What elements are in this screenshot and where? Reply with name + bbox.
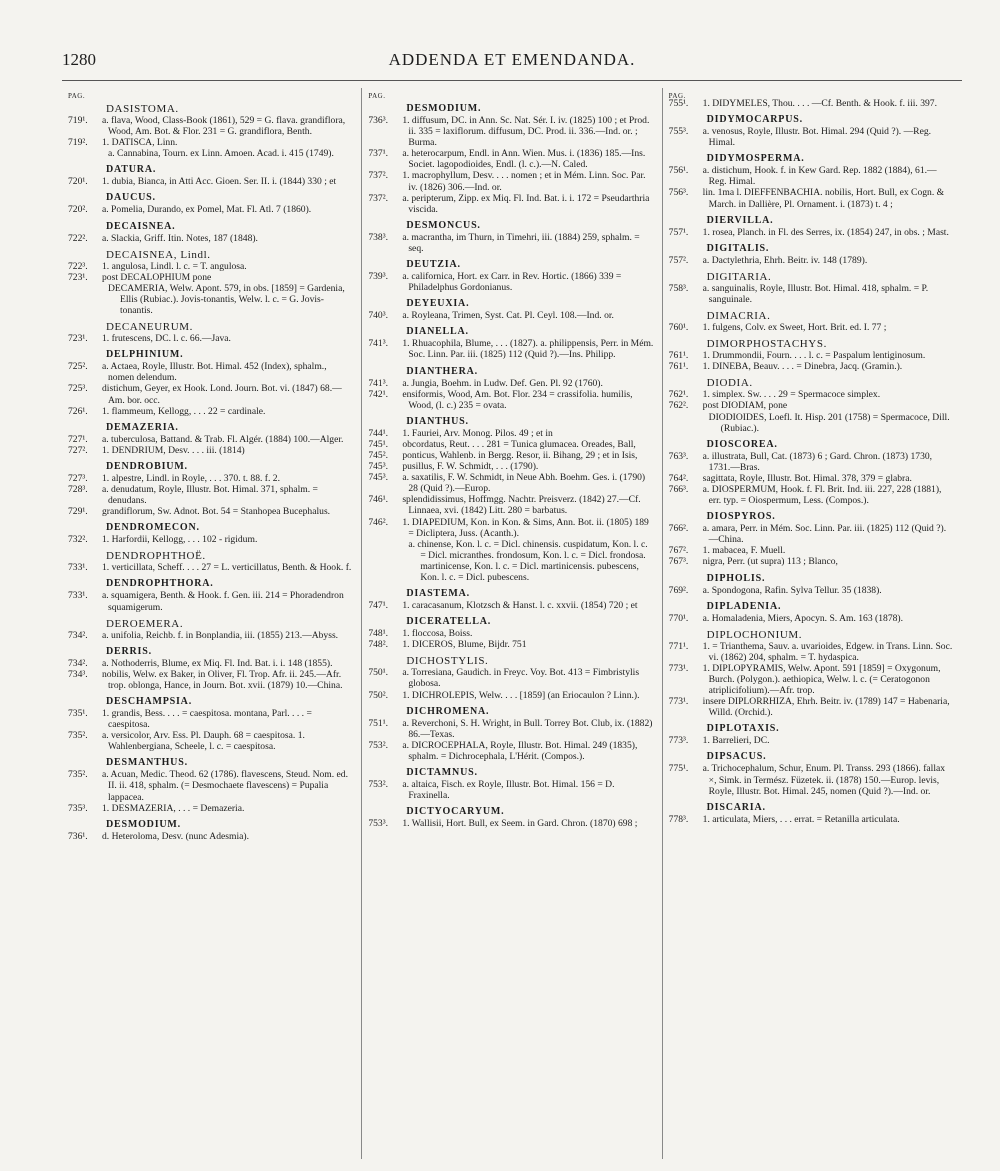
genus-heading: DIGITARIA. (706, 270, 772, 283)
entry (368, 600, 653, 611)
columns (62, 88, 962, 1159)
genus-heading: DESMODIUM. (106, 818, 181, 830)
entry-text: 1. DIAPEDIUM, Kon. in Kon. & Sims, Ann. Bot. ii. (1805) 189 = Dicliptera, Juss. (Acanth.). (402, 516, 649, 539)
entry-text: a. sanguinalis, Royle, Illustr. Bot. Himal. 418, sphalm. = P. sanguinale. (702, 282, 929, 305)
entry (669, 523, 954, 545)
page-number: 1280 (62, 50, 96, 69)
entry-text: a. distichum, Hook. f. in Kew Gard. Rep. 1882 (1884), 61.—Reg. Himal. (702, 165, 937, 188)
page-ref: 761¹. (668, 361, 689, 373)
entry-text: a. squamigera, Benth. & Hook. f. Gen. iii. 214 = Phoradendron squamigerum. (102, 590, 344, 613)
entry (68, 831, 353, 842)
genus-heading: DEROEMERA. (106, 617, 184, 630)
entry (368, 472, 653, 494)
genus-heading: DICHROMENA. (406, 705, 490, 717)
genus-heading: DIPHOLIS. (706, 572, 766, 584)
page-ref: 747¹. (368, 600, 388, 612)
entry-text: a. versicolor, Arv. Ess. Pl. Dauph. 68 = caespitosa. 1. Wahlenbergiana, Scheele, l. c. = caespitosa. (102, 730, 305, 753)
page-ref: 735². (68, 730, 88, 742)
genus-heading: DIOSCOREA. (706, 438, 778, 450)
genus-heading: DASISTOMA. (106, 103, 179, 115)
entry-text: a. macrantha, im Thurn, in Timehri, iii. (1884) 259, sphalm. = seq. (402, 231, 640, 254)
entry (68, 669, 353, 691)
entry (669, 545, 954, 556)
entry (368, 639, 653, 650)
entry-text: a. Spondogona, Rafin. Sylva Tellur. 35 (1838). (702, 584, 882, 596)
entry (669, 451, 954, 473)
entry (68, 445, 353, 456)
page-ref: 773¹. (668, 696, 689, 708)
page-ref: 729¹. (68, 506, 88, 518)
entry-text: 1. alpestre, Lindl. in Royle, . . . 370. t. 88. f. 2. (102, 472, 280, 484)
entry-text: 1. DESMAZERIA, . . . = Demazeria. (102, 802, 245, 814)
entry-text: a. DICROCEPHALA, Royle, Illustr. Bot. Himal. 249 (1835), sphalm. = Dichrocephala, L'Hérit. (Compos.). (402, 739, 638, 762)
pag-label: PAG. (668, 92, 686, 100)
page-ref: 770¹. (668, 612, 689, 624)
entry (368, 378, 653, 389)
page-ref: 745¹. (368, 438, 388, 450)
entry (68, 473, 353, 484)
page-ref: 735³. (68, 802, 88, 814)
entry-text: a. amara, Perr. in Mém. Soc. Linn. Par. iii. (1825) 112 (Quid ?).—China. (702, 523, 947, 546)
page-ref: 756³. (668, 187, 689, 199)
entry (68, 115, 353, 137)
page-ref: 727². (68, 444, 88, 456)
genus-heading: DIPLOCHONIUM. (706, 628, 803, 641)
entry-text: nobilis, Welw. ex Baker, in Oliver, Fl. Trop. Afr. ii. 245.—Afr. trop. oblonga, Hance, in Journ. Bot. xvii. (1879) 10.—China. (102, 668, 343, 691)
genus-heading: DIANELLA. (406, 326, 469, 338)
entry (669, 585, 954, 596)
entry-continuation: DECAMERIA, Welw. Apont. 579, in obs. [1859] = Gardenia, Ellis (Rubiac.). Jovis-tonantis, Welw. l. c. = G. Jovis-tonantis. (108, 282, 345, 317)
entry (669, 400, 954, 411)
page-ref: 735¹. (68, 708, 88, 719)
header-rule (62, 80, 962, 81)
entry (368, 718, 653, 740)
page-ref: 734². (68, 629, 88, 641)
entry-continuation: DIODIOIDES, Loefl. It. Hisp. 201 (1758) = Spermacoce, Dill. (Rubiac.). (708, 411, 950, 434)
entry-text: grandiflorum, Sw. Adnot. Bot. 54 = Stanhopea Bucephalus. (102, 506, 331, 518)
page-ref: 746¹. (368, 494, 388, 506)
entry-text: post DIODIAM, pone (702, 400, 788, 412)
entry (669, 814, 954, 825)
entry (368, 667, 653, 689)
entry (669, 255, 954, 266)
entry (368, 628, 653, 639)
entry-text: 1. Drummondii, Fourn. . . . l. c. = Paspalum lentiginosum. (702, 350, 926, 362)
entry-text: 1. dubia, Bianca, in Atti Acc. Gioen. Ser. II. i. (1844) 330 ; et (102, 176, 337, 188)
entry (669, 735, 954, 746)
page-ref: 755¹. (668, 98, 689, 109)
page-ref: 748². (368, 639, 388, 651)
genus-heading: DIANTHUS. (406, 415, 469, 427)
entry (669, 126, 954, 148)
genus-heading: DIDYMOSPERMA. (706, 153, 805, 165)
page-ref: 722². (68, 232, 88, 244)
page-ref: 722³. (68, 260, 88, 272)
entry (368, 428, 653, 439)
entry-text: post DECALOPHIUM pone (102, 271, 212, 283)
column-middle (361, 88, 661, 1159)
genus-heading: DESMONCUS. (406, 219, 481, 231)
entry (368, 271, 653, 293)
entry (68, 434, 353, 445)
entry (68, 534, 353, 545)
entry (669, 696, 954, 718)
entry-text: a. saxatilis, F. W. Schmidt, in Neue Abh. Boehm. Ges. i. (1790) 28 (Quid ?).—Europ. (402, 472, 646, 495)
entry-text: distichum, Geyer, ex Hook. Lond. Journ. Bot. vi. (1847) 68.—Am. bor. occ. (102, 383, 342, 406)
entry (669, 473, 954, 484)
pag-label: PAG. (368, 92, 386, 100)
page-ref: 719¹. (68, 115, 88, 126)
page-ref: 771¹. (668, 640, 689, 652)
page-ref: 745³. (368, 461, 388, 473)
entry-text: 1. floccosa, Boiss. (402, 628, 473, 640)
entry-text: a. Acuan, Medic. Theod. 62 (1786). flavescens, Steud. Nom. ed. II. ii. 418, sphalm. (= Desmochaete flavescens) = Pupalia lappacea. (102, 769, 349, 803)
page-ref: 720¹. (68, 176, 88, 188)
entry (669, 361, 954, 372)
entry-text: a. venosus, Royle, Illustr. Bot. Himal. 294 (Quid ?). —Reg. Himal. (702, 126, 932, 149)
entry-text: a. heterocarpum, Endl. in Ann. Wien. Mus. i. (1836) 185.—Ins. Societ. lagopodioides, Endl. (l. c.).—N. Caled. (402, 148, 646, 171)
entry (368, 338, 653, 360)
entry-text: 1. grandis, Bess. . . . = caespitosa. montana, Parl. . . . = caespitosa. (102, 708, 312, 731)
page-ref: 767³. (668, 556, 689, 568)
entry (368, 517, 653, 539)
genus-heading: DAUCUS. (106, 192, 156, 204)
page-ref: 757¹. (668, 226, 689, 238)
page-ref: 764². (668, 472, 689, 484)
entry (68, 658, 353, 669)
genus-heading: DEMAZERIA. (106, 421, 179, 433)
entry (68, 562, 353, 573)
column-right (662, 88, 962, 1159)
entry (368, 450, 653, 461)
page-header (62, 50, 962, 78)
entry-text: 1. mabacea, F. Muell. (702, 545, 786, 557)
page-ref: 740³. (368, 310, 388, 322)
entry-text: 1. rosea, Planch. in Fl. des Serres, ix. (1854) 247, in obs. ; Mast. (702, 226, 949, 238)
genus-heading: DIODIA. (706, 377, 753, 390)
entry-text: 1. DENDRIUM, Desv. . . . iii. (1814) (102, 444, 245, 456)
page-ref: 762¹. (668, 389, 689, 401)
entry (68, 261, 353, 272)
entry-text: a. DIOSPERMUM, Hook. f. Fl. Brit. Ind. iii. 227, 228 (1881), err. typ. = Oiospermum, Less. (Compos.). (702, 483, 942, 507)
entry-text: a. Pomelia, Durando, ex Pomel, Mat. Fl. Atl. 7 (1860). (102, 204, 312, 216)
page-ref: 737¹. (368, 148, 388, 160)
entry (68, 333, 353, 344)
genus-heading: DENDROBIUM. (106, 460, 188, 472)
page-ref: 733¹. (68, 562, 88, 574)
genus-heading: DIPLOTAXIS. (706, 723, 780, 735)
genus-heading: DIDYMOCARPUS. (706, 114, 803, 126)
page-ref: 741³. (368, 338, 388, 350)
page-ref: 733¹. (68, 590, 88, 602)
entry-text: a. denudatum, Royle, Illustr. Bot. Himal. 371, sphalm. = denudans. (102, 483, 318, 507)
genus-heading: DICTYOCARYUM. (406, 806, 505, 818)
page-ref: 737². (368, 170, 388, 182)
entry (669, 187, 954, 209)
page-ref: 742¹. (368, 388, 388, 400)
entry-text: 1. Fauriei, Arv. Monog. Pilos. 49 ; et in (402, 427, 553, 439)
entry-text: 1. caracasanum, Klotzsch & Hanst. l. c. xxvii. (1854) 720 ; et (402, 600, 638, 612)
entry (368, 148, 653, 170)
page-ref: 758³. (668, 282, 689, 294)
entry (669, 663, 954, 696)
genus-heading: DIASTEMA. (406, 588, 470, 600)
entry (669, 350, 954, 361)
entry (669, 98, 954, 109)
page-ref: 766³. (668, 483, 689, 495)
genus-heading: DERRIS. (106, 645, 152, 657)
entry-text: 1. DINEBA, Beauv. . . . = Dinebra, Jacq. (Gramin.). (702, 361, 903, 373)
entry (68, 803, 353, 814)
genus-heading: DESMODIUM. (406, 103, 482, 114)
entry-text: a. Jungia, Boehm. in Ludw. Def. Gen. Pl. 92 (1760). (402, 377, 603, 389)
entry-text: insere DIPLORRHIZA, Ehrh. Beitr. iv. (1789) 147 = Habenaria, Willd. (Orchid.). (702, 696, 950, 719)
page-ref: 725². (68, 361, 88, 373)
entry-text: 1. Rhuacophila, Blume, . . . (1827). a. philippensis, Perr. in Mém. Soc. Linn. Par. iii. (1825) 112 (Quid ?).—Ins. Philipp. (402, 338, 654, 361)
entry-text: 1. simplex. Sw. . . . 29 = Spermacoce simplex. (702, 389, 881, 401)
entry (669, 763, 954, 796)
page-ref: 719². (68, 137, 88, 149)
entry (68, 176, 353, 187)
entry (669, 613, 954, 624)
entry-text: 1. = Trianthema, Sauv. a. uvarioides, Edgew. in Trans. Linn. Soc. vi. (1862) 204, sphalm. = T. hydaspica. (702, 640, 953, 663)
entry (368, 193, 653, 215)
page-ref: 753². (368, 779, 388, 791)
genus-heading: DICERATELLA. (406, 616, 492, 628)
entry (669, 165, 954, 187)
entry-text: 1. fulgens, Colv. ex Sweet, Hort. Brit. ed. I. 77 ; (702, 322, 887, 334)
entry-text: a. Actaea, Royle, Illustr. Bot. Himal. 452 (Index), sphalm., nomen delendum. (102, 361, 327, 384)
entry (368, 232, 653, 254)
page-ref: 745². (368, 449, 388, 461)
entry-text: a. Royleana, Trimen, Syst. Cat. Pl. Ceyl. 108.—Ind. or. (402, 310, 614, 322)
entry-text: 1. angulosa, Lindl. l. c. = T. angulosa. (102, 260, 247, 272)
entry (68, 708, 353, 730)
page-ref: 736³. (368, 115, 388, 126)
entry-text: ensiformis, Wood, Am. Bot. Flor. 234 = crassifolia. humilis, Wood, (l. c.) 235 = ovata. (402, 388, 633, 411)
entry-text: a. Dactylethria, Ehrh. Beitr. iv. 148 (1789). (702, 254, 868, 266)
entry (68, 383, 353, 405)
page-ref: 727³. (68, 472, 88, 484)
entry (368, 310, 653, 321)
entry-text: splendidissimus, Hoffmgg. Nachtr. Preisverz. (1842) 27.—Cf. Linnaea, xvi. (1842) Litt. 280 = barbatus. (402, 494, 641, 517)
page-ref: 736¹. (68, 830, 88, 842)
entry (669, 389, 954, 400)
page-ref: 748¹. (368, 628, 388, 640)
page-ref: 735². (68, 769, 88, 781)
page-ref: 769². (668, 584, 689, 596)
page-ref: 723¹. (68, 271, 88, 283)
genus-heading: DECAISNEA, Lindl. (106, 248, 211, 261)
genus-heading: DIOSPYROS. (706, 511, 776, 523)
entry (368, 389, 653, 411)
page-ref: 734³. (68, 668, 88, 680)
page-ref: 744¹. (368, 427, 388, 439)
genus-heading: DIERVILLA. (706, 214, 774, 226)
page-ref: 775¹. (668, 763, 689, 775)
page-ref: 746². (368, 516, 388, 528)
page-ref: 728³. (68, 483, 88, 495)
genus-heading: DIANTHERA. (406, 365, 478, 377)
entry-text: nigra, Perr. (ut supra) 113 ; Blanco, (702, 556, 838, 568)
entry (68, 630, 353, 641)
entry-text: obcordatus, Reut. . . . 281 = Tunica glumacea. Oreades, Ball, (402, 438, 636, 450)
genus-heading: DIMACRIA. (706, 310, 771, 323)
entry (368, 170, 653, 192)
entry-text: ponticus, Wahlenb. in Bergg. Resor, ii. Bihang, 29 ; et in Isis, (402, 449, 638, 461)
genus-heading: DICHOSTYLIS. (406, 655, 489, 668)
page-ref: 739³. (368, 271, 388, 283)
entry-text: 1. DICHROLEPIS, Welw. . . . [1859] (an Eriocaulon ? Linn.). (402, 689, 640, 701)
entry-text: a. peripterum, Zipp. ex Miq. Fl. Ind. Bat. i. i. 172 = Pseudarthria viscida. (402, 192, 650, 215)
entry (68, 484, 353, 506)
entry (68, 406, 353, 417)
entry-text: 1. DIPLOPYRAMIS, Welw. Apont. 591 [1859] = Oxygonum, Burch. (Polygon.). aethiopica, Welw. l. c. (= Ceratogonon atriplicifolium).—Afr. trop. (702, 662, 941, 697)
genus-heading: DENDROPHTHORA. (106, 578, 214, 590)
entry (368, 439, 653, 450)
entry-text: a. Homaladenia, Miers, Apocyn. S. Am. 163 (1878). (702, 612, 904, 624)
genus-heading: DENDROPHTHOË. (106, 550, 206, 563)
page-ref: 757². (668, 254, 689, 266)
page-ref: 762². (668, 400, 689, 412)
entry-text: 1. Wallisii, Hort. Bull, ex Seem. in Gard. Chron. (1870) 698 ; (402, 818, 638, 830)
entry (368, 818, 653, 829)
entry-text: 1. diffusum, DC. in Ann. Sc. Nat. Sér. I. iv. (1825) 100 ; et Prod. ii. 335 = laxiflorum. diffusum, DC. Prod. ii. 336.—Ind. or. ; Burma. (402, 115, 650, 149)
genus-heading: DENDROMECON. (106, 522, 200, 534)
entry-text: 1. DIDYMELES, Thou. . . . —Cf. Benth. & Hook. f. iii. 397. (702, 98, 937, 109)
page-ref: 750². (368, 689, 388, 701)
entry (68, 769, 353, 802)
genus-heading: DESMANTHUS. (106, 757, 188, 769)
entry-continuation: a. chinense, Kon. l. c. = Dicl. chinensis. cuspidatum, Kon. l. c. = Dicl. micranthes. frondosum, Kon. l. c. = Dicl. frondosa. martinicense, Kon. l. c. = Dicl. martinicensis. pubescens, Kon. l. c. = Dicl. pubescens. (408, 538, 648, 583)
entry-continuation: a. Cannabina, Tourn. ex Linn. Amoen. Acad. i. 415 (1749). (108, 148, 334, 160)
entry-text: a. flava, Wood, Class-Book (1861), 529 = G. flava. grandiflora, Wood, Am. Bot. & Flor. 231 = G. grandiflora, Benth. (102, 115, 346, 138)
page-ref: 741³. (368, 377, 388, 389)
page-ref: 753². (368, 739, 388, 751)
entry (669, 227, 954, 238)
page-ref: 756¹. (668, 165, 689, 177)
page-ref: 761¹. (668, 350, 689, 362)
entry-text: sagittata, Royle, Illustr. Bot. Himal. 378, 379 = glabra. (702, 472, 912, 484)
page-ref: 723¹. (68, 333, 88, 345)
page-ref: 727¹. (68, 433, 88, 445)
entry (68, 204, 353, 215)
page-ref: 773¹. (668, 662, 689, 674)
genus-heading: DATURA. (106, 164, 157, 176)
page-title: ADDENDA ET EMENDANDA. (388, 50, 636, 69)
page-ref: 767². (668, 545, 689, 557)
entry (368, 690, 653, 701)
entry-text: 1. DATISCA, Linn. (102, 137, 178, 149)
column-left (62, 88, 361, 1159)
genus-heading: DICTAMNUS. (406, 767, 478, 779)
entry-text: d. Heteroloma, Desv. (nunc Adesmia). (102, 830, 249, 842)
entry-text: a. Reverchoni, S. H. Wright, in Bull. Torrey Bot. Club, ix. (1882) 86.—Texas. (402, 717, 653, 740)
pag-label: PAG. (68, 92, 86, 100)
entry (68, 233, 353, 244)
entry (368, 779, 653, 801)
page-ref: 755³. (668, 126, 689, 138)
entry (669, 283, 954, 305)
entry-text: 1. DICEROS, Blume, Bijdr. 751 (402, 639, 527, 651)
entry-text: a. unifolia, Reichb. f. in Bonplandia, iii. (1855) 213.—Abyss. (102, 629, 339, 641)
page-ref: 738³. (368, 231, 388, 243)
entry (669, 322, 954, 333)
entry (368, 494, 653, 516)
genus-heading: DIPSACUS. (706, 751, 767, 763)
entry-text: a. Nothoderris, Blume, ex Miq. Fl. Ind. Bat. i. i. 148 (1855). (102, 657, 333, 669)
page-ref: 734². (68, 657, 88, 669)
entry (368, 740, 653, 762)
entry-text: 1. articulata, Miers, . . . errat. = Retanilla articulata. (702, 813, 900, 825)
page-ref: 751¹. (368, 717, 388, 729)
page-ref: 726¹. (68, 405, 88, 417)
entry-text: pusillus, F. W. Schmidt, . . . (1790). (402, 461, 539, 473)
entry-text: a. altaica, Fisch. ex Royle, Illustr. Bot. Himal. 156 = D. Fraxinella. (402, 779, 615, 802)
entry-text: 1. flammeum, Kellogg, . . . 22 = cardinale. (102, 405, 266, 417)
page-ref: 720². (68, 204, 88, 216)
entry-text: 1. verticillata, Scheff. . . . 27 = L. verticillatus, Benth. & Hook. f. (102, 562, 352, 574)
entry-text: a. Torresiana, Gaudich. in Freyc. Voy. Bot. 413 = Fimbristylis globosa. (402, 667, 640, 690)
entry-text: a. Slackia, Griff. Itin. Notes, 187 (1848). (102, 232, 258, 244)
entry (68, 137, 353, 148)
genus-heading: DESCHAMPSIA. (106, 696, 192, 707)
entry (68, 590, 353, 612)
entry (669, 484, 954, 506)
genus-heading: DIMORPHOSTACHYS. (706, 338, 827, 351)
genus-heading: DISCARIA. (706, 801, 766, 813)
page-ref: 750¹. (368, 667, 388, 679)
page-ref: 737². (368, 192, 388, 204)
entry-text: lin. 1ma l. DIEFFENBACHIA. nobilis, Hort. Bull, ex Cogn. & March. in Dallière, Pl. Ornament. i. (1873) t. 4 ; (702, 187, 945, 210)
genus-heading: DECANEURUM. (106, 321, 193, 334)
entry-text: a. Trichocephalum, Schur, Enum. Pl. Transs. 293 (1866). fallax ×, Simk. in Termész. Füzetek. ii. (1878) 150.—Europ. levis, Royle, Illustr. Bot. Himal. 245, nomen (Quid ?).—Ind. or. (702, 763, 946, 797)
entry (669, 556, 954, 567)
entry (669, 641, 954, 663)
page-ref: 760¹. (668, 322, 689, 334)
genus-heading: DIGITALIS. (706, 242, 770, 254)
page-ref: 766². (668, 523, 689, 535)
entry (68, 361, 353, 383)
entry-text: a. californica, Hort. ex Carr. in Rev. Hortic. (1866) 339 = Philadelphus Gordonianus. (402, 271, 622, 294)
entry-text: a. tuberculosa, Battand. & Trab. Fl. Algér. (1884) 100.—Alger. (102, 433, 344, 445)
page-ref: 745³. (368, 472, 388, 484)
entry (368, 461, 653, 472)
genus-heading: DELPHINIUM. (106, 349, 184, 361)
genus-heading: DEUTZIA. (406, 259, 461, 271)
genus-heading: DEYEUXIA. (406, 298, 470, 310)
page-ref: 732². (68, 534, 88, 546)
genus-heading: DECAISNEA. (106, 220, 176, 232)
entry (368, 115, 653, 148)
genus-heading: DIPLADENIA. (706, 600, 782, 612)
entry (68, 272, 353, 283)
entry-text: 1. macrophyllum, Desv. . . . nomen ; et in Mém. Linn. Soc. Par. iv. (1826) 306.—Ind. or. (402, 170, 646, 193)
page-ref: 773³. (668, 735, 689, 747)
page-ref: 753³. (368, 818, 388, 830)
entry (68, 730, 353, 752)
entry-text: 1. Harfordii, Kellogg, . . . 102 - rigidum. (102, 534, 258, 546)
entry-text: 1. Barrelieri, DC. (702, 735, 770, 747)
page-ref: 725³. (68, 383, 88, 395)
entry-text: a. illustrata, Bull, Cat. (1873) 6 ; Gard. Chron. (1873) 1730, 1731.—Bras. (702, 450, 933, 473)
entry-text: 1. frutescens, DC. l. c. 66.—Java. (102, 333, 231, 345)
entry (68, 506, 353, 517)
page-ref: 778³. (668, 813, 689, 825)
page-ref: 763³. (668, 450, 689, 462)
